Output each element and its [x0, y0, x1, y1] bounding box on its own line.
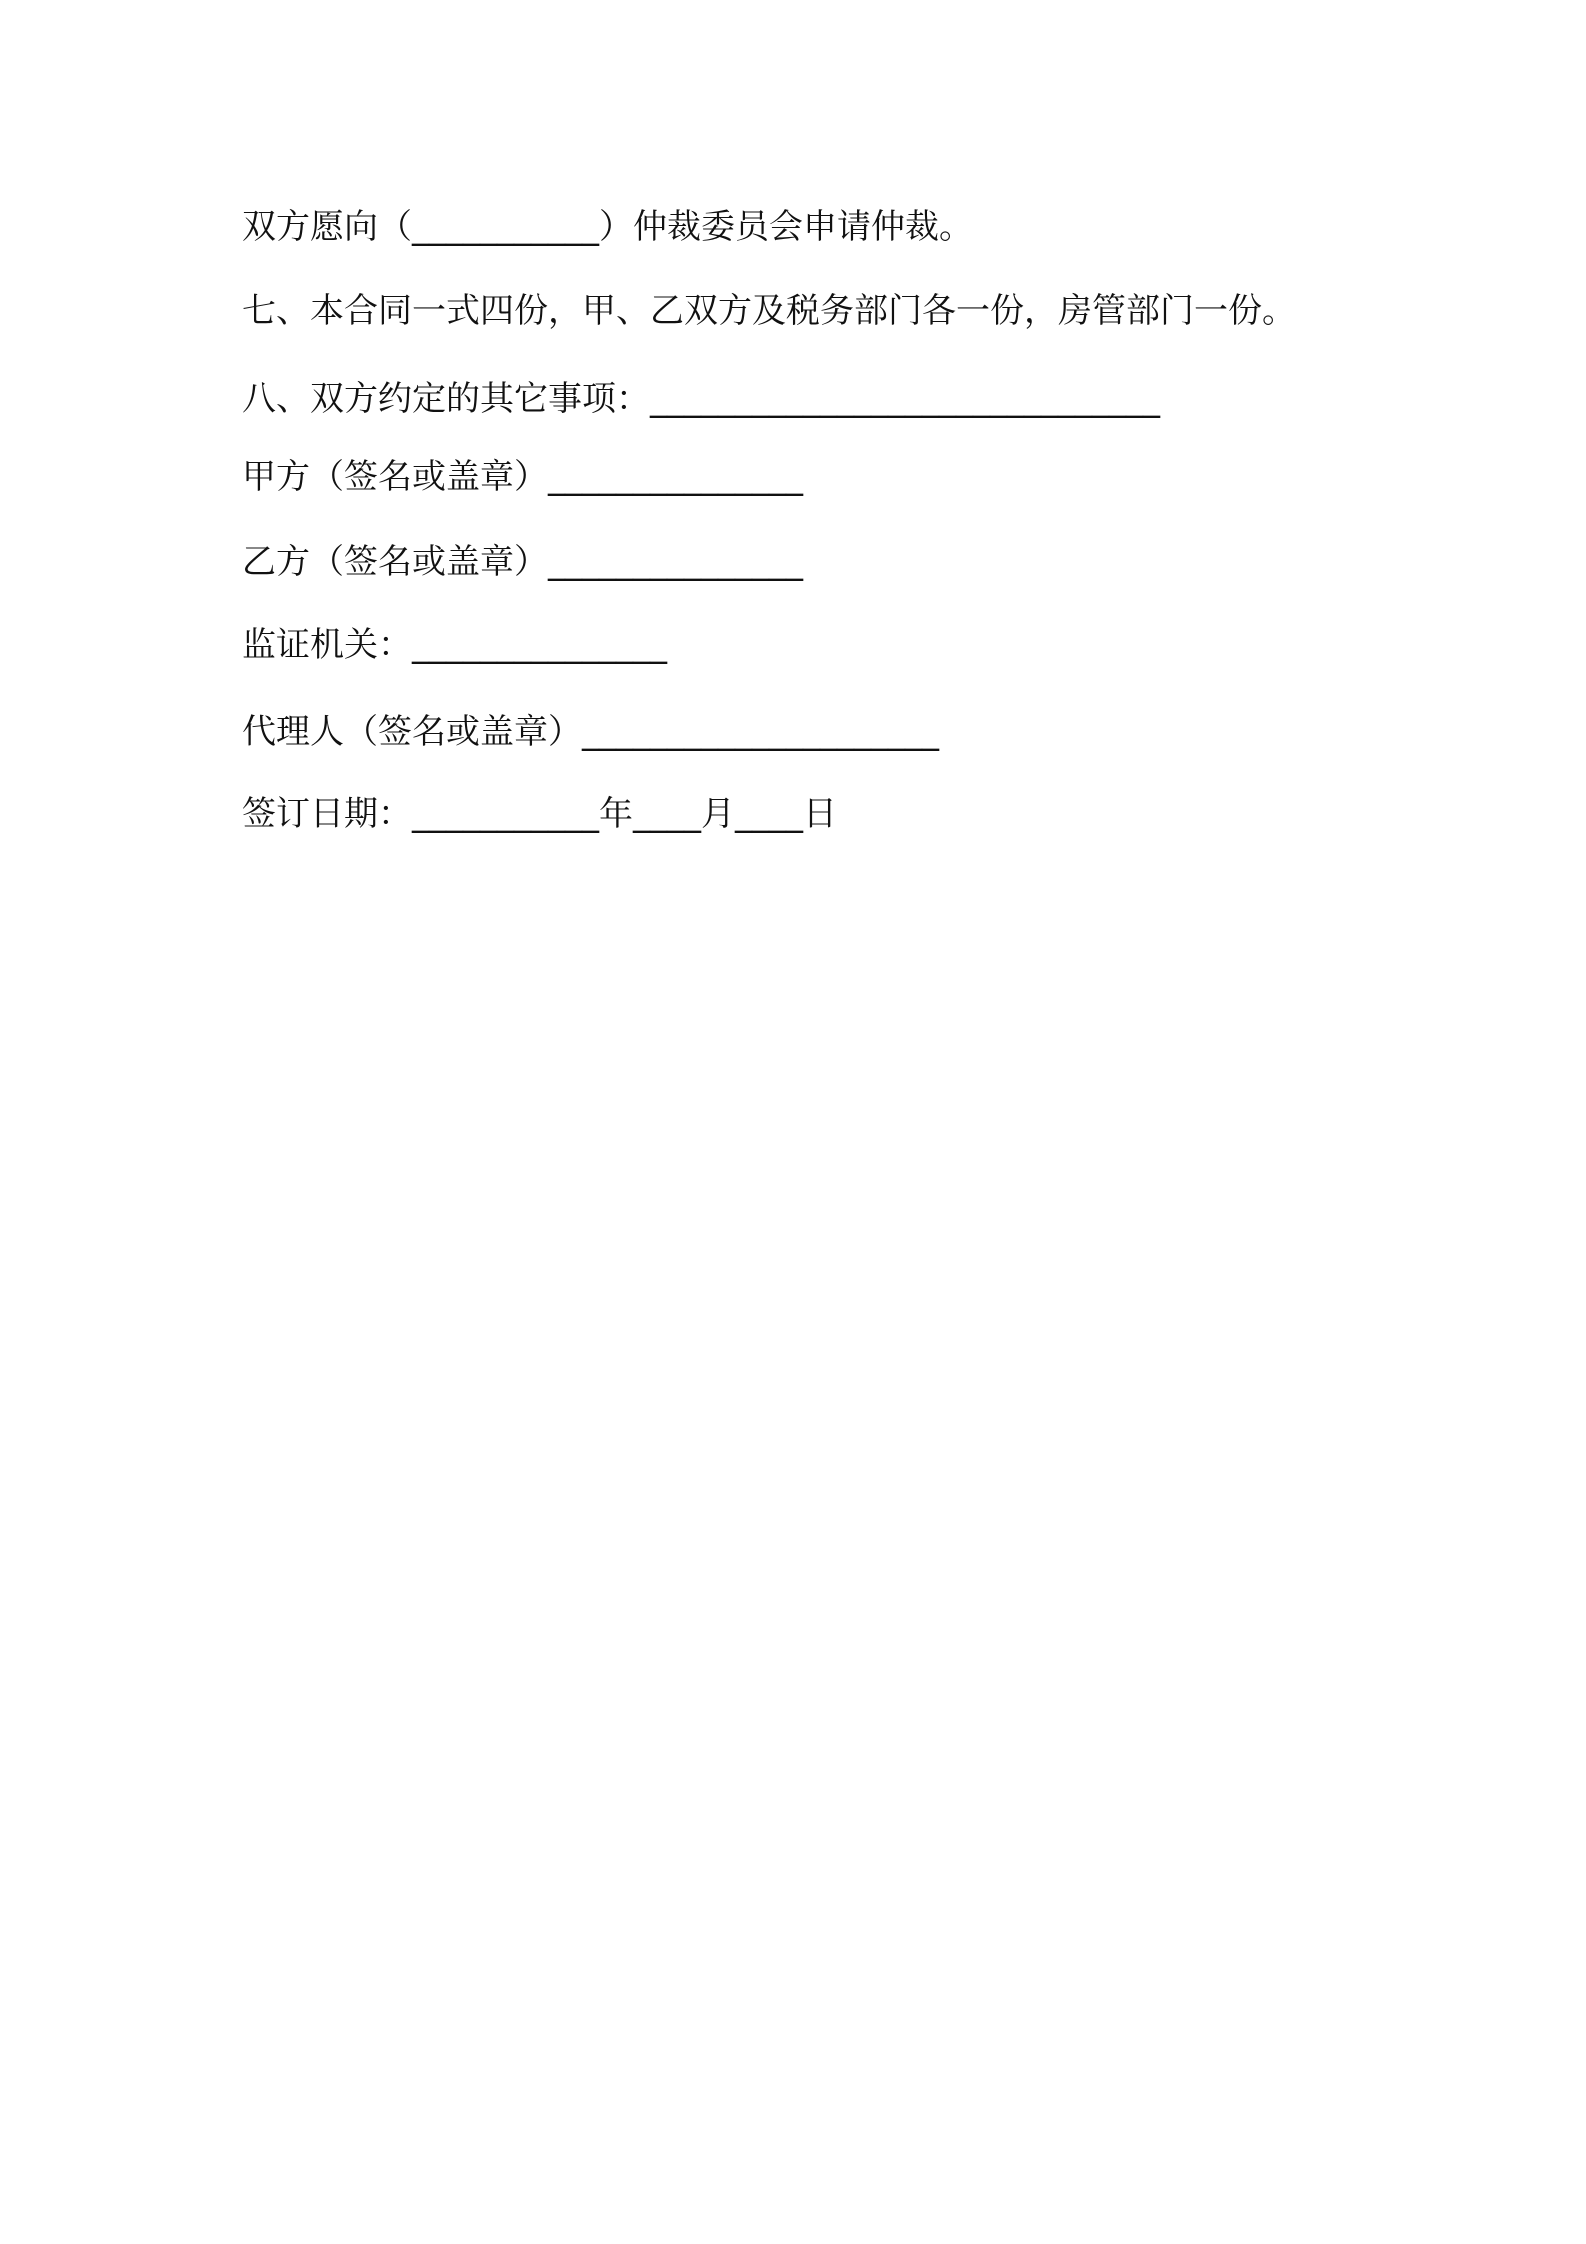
party-b-signature-field: 乙方（签名或盖章）_______________ [242, 542, 803, 582]
arbitration-clause-text: 双方愿向（___________）仲裁委员会申请仲裁。 [242, 207, 973, 247]
signing-date-field: 签订日期：___________年____月____日 [242, 794, 837, 834]
other-matters-field: 八、双方约定的其它事项：______________________________ [242, 379, 1160, 419]
supervising-authority-field: 监证机关：_______________ [242, 625, 667, 665]
party-a-signature-field: 甲方（签名或盖章）_______________ [242, 457, 803, 497]
contract-copies-clause-text: 七、本合同一式四份，甲、乙双方及税务部门各一份，房管部门一份。 [242, 291, 1296, 331]
agent-signature-field: 代理人（签名或盖章）_____________________ [242, 712, 939, 752]
